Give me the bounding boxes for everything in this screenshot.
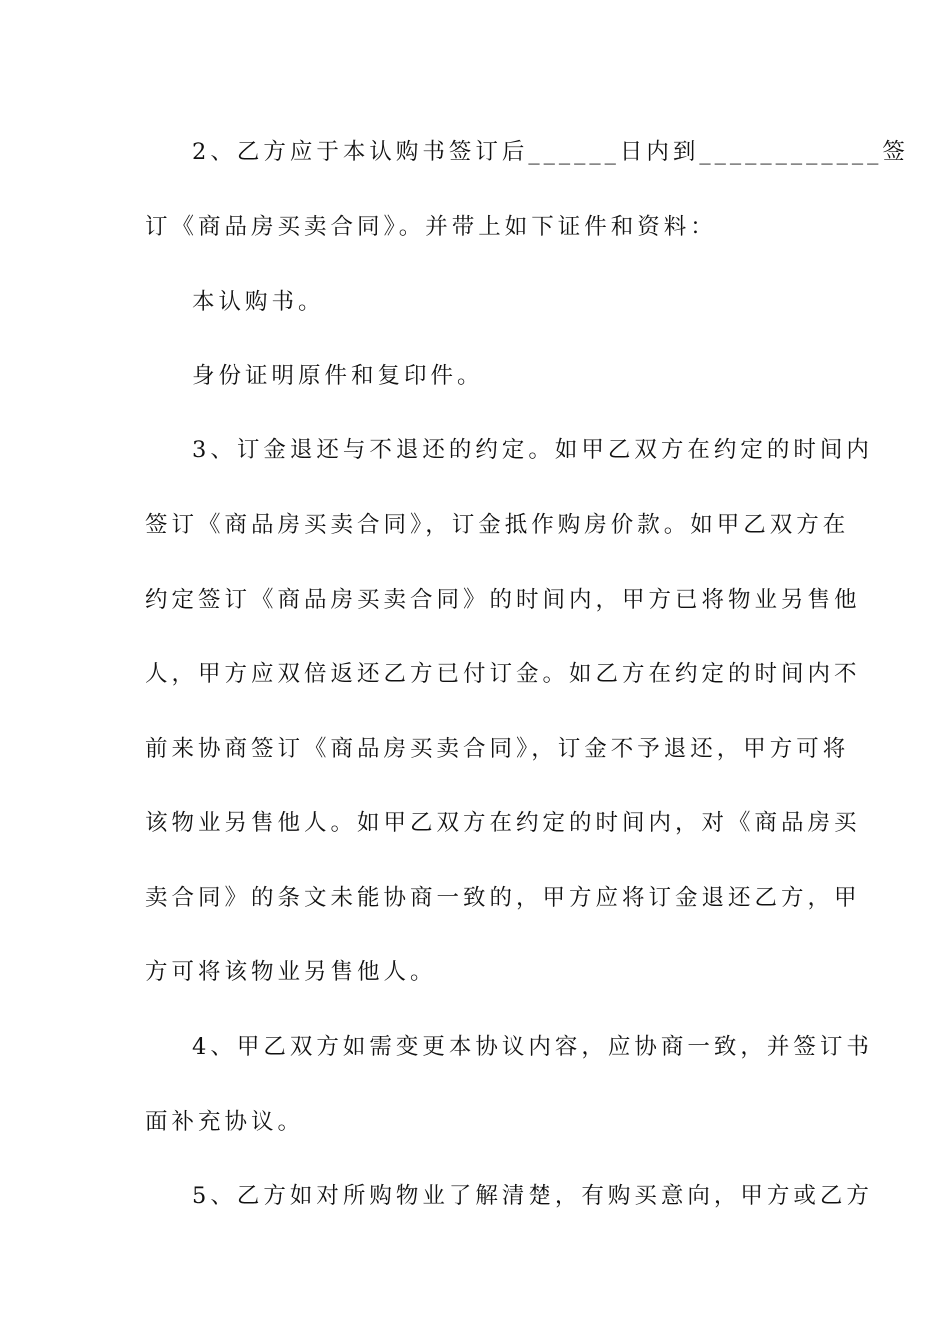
clause-4-line-2: 面补充协议。: [145, 1109, 305, 1135]
clause-3-line-5: 前来协商签订《商品房买卖合同》，订金不予退还，甲方可将: [145, 736, 850, 762]
clause-4-line-1: 4、甲乙双方如需变更本协议内容，应协商一致，并签订书: [192, 1034, 873, 1060]
clause-3-line-7: 卖合同》的条文未能协商一致的，甲方应将订金退还乙方，甲: [145, 885, 861, 911]
clause-3-line-8: 方可将该物业另售他人。: [145, 959, 437, 985]
clause-3-line-6: 该物业另售他人。如甲乙双方在约定的时间内，对《商品房买: [145, 810, 861, 836]
clause-5-line-1: 5、乙方如对所购物业了解清楚，有购买意向，甲方或乙方: [192, 1183, 873, 1209]
clause-3-line-3: 约定签订《商品房买卖合同》的时间内，甲方已将物业另售他: [145, 587, 861, 613]
clause-2-line-2: 订《商品房买卖合同》。并带上如下证件和资料：: [145, 214, 717, 240]
clause-2-item-id-proof: 身份证明原件和复印件。: [192, 363, 484, 389]
clause-3-line-2: 签订《商品房买卖合同》，订金抵作购房价款。如甲乙双方在: [145, 512, 850, 538]
clause-3-line-4: 人，甲方应双倍返还乙方已付订金。如乙方在约定的时间内不: [145, 661, 861, 687]
clause-2-line-1: 2、乙方应于本认购书签订后______日内到____________签: [192, 139, 909, 165]
clause-3-line-1: 3、订金退还与不退还的约定。如甲乙双方在约定的时间内: [192, 437, 873, 463]
clause-2-item-subscription: 本认购书。: [192, 289, 325, 315]
